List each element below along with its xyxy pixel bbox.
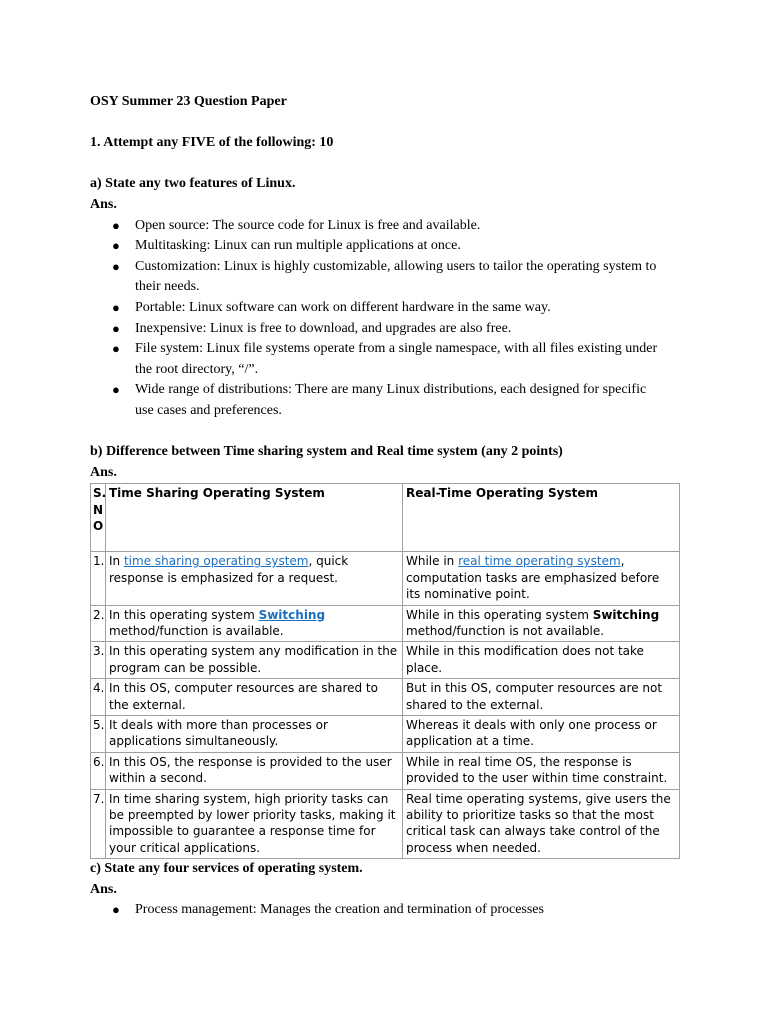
table-row bbox=[91, 552, 680, 605]
header-real-time: Real-Time Operating System bbox=[403, 484, 680, 552]
bullet-icon: ● bbox=[112, 299, 120, 315]
section-heading: 1. Attempt any FIVE of the following: 10 bbox=[90, 135, 334, 151]
table-row bbox=[91, 752, 680, 789]
list-item: ● Open source: The source code for Linux is free and available. bbox=[90, 216, 665, 237]
list-item: ● Wide range of distributions: There are many Linux distributions, each designed for specific use cases and preferences. bbox=[112, 382, 647, 418]
cell-sno: 6. bbox=[91, 752, 106, 789]
answer-label-c: Ans. bbox=[90, 881, 117, 897]
cell-time-sharing: In this operating system any modification in the program can be possible. bbox=[106, 642, 403, 679]
bullet-icon: ● bbox=[112, 902, 120, 918]
comparison-table bbox=[90, 483, 680, 859]
list-item: ● Process management: Manages the creation and termination of processes bbox=[90, 900, 665, 921]
header-time-sharing: Time Sharing Operating System bbox=[106, 484, 403, 552]
cell-time-sharing: In this OS, computer resources are shared to the external. bbox=[106, 679, 403, 716]
cell-time-sharing: It deals with more than processes or applications simultaneously. bbox=[106, 715, 403, 752]
cell-real-time: While in real time OS, the response is provided to the user within time constraint. bbox=[403, 752, 680, 789]
document-title: OSY Summer 23 Question Paper bbox=[90, 94, 287, 109]
cell-sno: 7. bbox=[91, 789, 106, 859]
list-item: ● Portable: Linux software can work on different hardware in the same way. bbox=[90, 298, 665, 319]
list-item: ● Inexpensive: Linux is free to download, and upgrades are also free. bbox=[90, 319, 665, 340]
cell-real-time: While in this modification does not take place. bbox=[403, 642, 680, 679]
list-item: ● File system: Linux file systems operate from a single namespace, with all files existing under the root directory, “/”. bbox=[112, 341, 658, 377]
table-row bbox=[91, 679, 680, 716]
cell-sno: 4. bbox=[91, 679, 106, 716]
bullet-icon: ● bbox=[112, 320, 120, 336]
bullet-icon: ● bbox=[112, 341, 120, 357]
cell-sno: 3. bbox=[91, 642, 106, 679]
list-item: ● Customization: Linux is highly customizable, allowing users to tailor the operating system to their needs. bbox=[112, 258, 657, 295]
cell-sno: 1. bbox=[91, 552, 106, 605]
bullet-icon: ● bbox=[112, 382, 120, 398]
cell-real-time: Real time operating systems, give users the ability to prioritize tasks so that the most critical task can always take control of the process when needed. bbox=[403, 789, 680, 859]
table-row bbox=[91, 642, 680, 679]
cell-real-time: Whereas it deals with only one process or application at a time. bbox=[403, 715, 680, 752]
time-sharing-link[interactable]: time sharing operating system bbox=[123, 554, 309, 569]
cell-real-time: While in this operating system Switching method/function is not available. bbox=[403, 605, 680, 642]
table-header-row bbox=[91, 484, 680, 552]
answer-label-a: Ans. bbox=[90, 196, 117, 212]
question-a: a) State any two features of Linux. bbox=[90, 176, 296, 192]
question-b: b) Difference between Time sharing system and Real time system (any 2 points) bbox=[90, 444, 563, 460]
real-time-link[interactable]: real time operating system bbox=[458, 554, 621, 569]
cell-real-time: While in real time operating system, computation tasks are emphasized before its nominative point. bbox=[403, 552, 680, 605]
bullet-icon: ● bbox=[112, 217, 120, 233]
services-list bbox=[90, 900, 690, 921]
cell-sno: 2. bbox=[91, 605, 106, 642]
bullet-icon: ● bbox=[112, 238, 120, 254]
header-sno: S.NO bbox=[91, 484, 106, 552]
cell-time-sharing: In time sharing operating system, quick response is emphasized for a request. bbox=[106, 552, 403, 605]
question-c: c) State any four services of operating system. bbox=[90, 861, 363, 877]
answer-label-b: Ans. bbox=[90, 464, 117, 480]
switching-link[interactable]: Switching bbox=[258, 607, 326, 622]
cell-sno: 5. bbox=[91, 715, 106, 752]
table-row bbox=[91, 605, 680, 642]
features-list bbox=[90, 216, 690, 422]
document-page bbox=[90, 92, 690, 921]
table-row bbox=[91, 789, 680, 859]
bullet-icon: ● bbox=[112, 258, 120, 274]
cell-time-sharing: In this operating system Switching method/function is available. bbox=[106, 605, 403, 642]
table-row bbox=[91, 715, 680, 752]
cell-time-sharing: In time sharing system, high priority tasks can be preempted by lower priority tasks, making it impossible to guarantee a response time for your critical applications. bbox=[106, 789, 403, 859]
list-item: ● Multitasking: Linux can run multiple applications at once. bbox=[90, 236, 665, 257]
cell-real-time: But in this OS, computer resources are not shared to the external. bbox=[403, 679, 680, 716]
cell-time-sharing: In this OS, the response is provided to the user within a second. bbox=[106, 752, 403, 789]
